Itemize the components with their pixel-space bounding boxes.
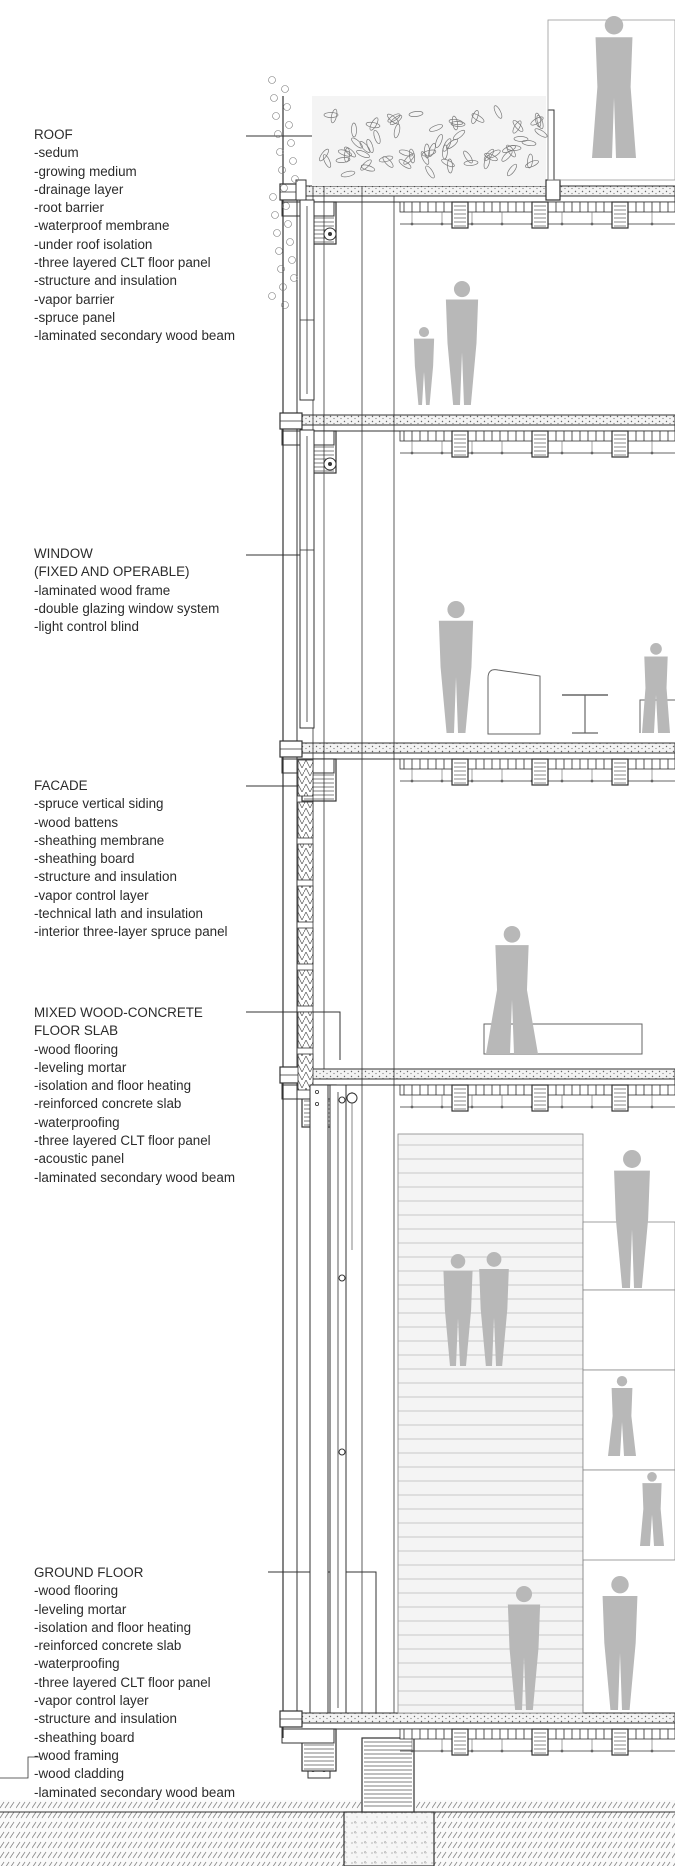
stair-panel [398, 1134, 583, 1713]
slab-topping [282, 743, 675, 753]
facade-insulation [298, 802, 313, 838]
vine-leaf [272, 212, 279, 219]
annotation-item: -acoustic panel [34, 1151, 125, 1167]
hanger-node [651, 1750, 654, 1753]
annotation-item: -double glazing window system [34, 600, 220, 616]
hanger-node [651, 223, 654, 226]
annotation-item: -laminated wood frame [34, 582, 171, 598]
slab-topping [282, 186, 675, 196]
clt-panel [282, 196, 675, 202]
hanger-node [411, 1106, 414, 1109]
slab-topping [282, 1069, 675, 1079]
ground-floor-glazing [310, 1085, 357, 1713]
head [447, 601, 464, 618]
foundation-column [362, 1738, 414, 1812]
body [642, 656, 670, 733]
vine-leaf [284, 104, 291, 111]
vine-leaf [273, 113, 280, 120]
head [647, 1472, 657, 1482]
vine-leaf [270, 194, 277, 201]
body [592, 37, 636, 158]
hanger-node [561, 1750, 564, 1753]
window-system [300, 430, 336, 728]
vine-leaf [288, 140, 295, 147]
ground-hatch [0, 1800, 675, 1866]
hanger-node [441, 223, 444, 226]
annotation-item: -sheathing membrane [34, 832, 165, 848]
hanger-node [471, 1750, 474, 1753]
vine-leaf [276, 248, 283, 255]
floor-slab [282, 1713, 675, 1771]
clt-panel [282, 1723, 675, 1729]
head [419, 327, 429, 337]
exterior-wall [280, 96, 394, 1738]
head [504, 926, 521, 943]
hanger-node [501, 780, 504, 783]
annotation-item: -three layered CLT floor panel [34, 1133, 211, 1149]
vine-leaf [286, 122, 293, 129]
roof-edge-beam [546, 180, 560, 200]
head [623, 1150, 641, 1168]
annotation-item: -root barrier [34, 200, 104, 216]
vine-leaf [285, 221, 292, 228]
annotation-item: -sheathing board [34, 851, 135, 867]
vine-leaf [289, 257, 296, 264]
annotation-item: -laminated secondary wood beam [34, 1784, 235, 1800]
vine-leaf [271, 95, 278, 102]
vine-leaf [269, 293, 276, 300]
annotation-item: -reinforced concrete slab [34, 1096, 182, 1112]
hanger-node [411, 452, 414, 455]
hanger-node [561, 452, 564, 455]
roof-parapet [296, 180, 306, 200]
floor-slab [282, 415, 675, 473]
hanger-node [441, 1750, 444, 1753]
window-hinge [339, 1097, 345, 1103]
person-roof [592, 16, 636, 158]
annotation-item: -structure and insulation [34, 869, 177, 885]
person-child [414, 327, 434, 405]
blind-roller-core [328, 462, 332, 466]
hanger-node [471, 223, 474, 226]
hanger-node [591, 1106, 594, 1109]
hanger-node [561, 1106, 564, 1109]
window-hinge [339, 1449, 345, 1455]
clt-panel [282, 753, 675, 759]
head [487, 1252, 502, 1267]
hanger-node [501, 1106, 504, 1109]
facade-insulation [298, 886, 313, 922]
vine-leaf [287, 239, 294, 246]
hanger-node [441, 1106, 444, 1109]
hanger-node [651, 1106, 654, 1109]
annotation-item: -wood cladding [34, 1766, 125, 1782]
head [516, 1586, 532, 1602]
armchair [488, 670, 540, 734]
vine-leaf [282, 86, 289, 93]
annotation-item: -leveling mortar [34, 1601, 127, 1617]
floor-slab [282, 186, 675, 244]
head [617, 1376, 627, 1386]
annotation-item: -waterproof membrane [34, 218, 170, 234]
floor-slab [282, 743, 675, 801]
hanger-node [501, 452, 504, 455]
body [414, 339, 434, 405]
annotation-item: -spruce panel [34, 309, 116, 325]
annotation-item: -wood flooring [34, 1041, 119, 1057]
blind-roller-core [328, 232, 332, 236]
head [454, 281, 470, 297]
annotation-item: -reinforced concrete slab [34, 1638, 182, 1654]
hanger-node [591, 1750, 594, 1753]
annotation-item: -waterproofing [34, 1656, 120, 1672]
hanger-node [411, 1750, 414, 1753]
annotation-item: -growing medium [34, 163, 137, 179]
vine-leaf [292, 176, 299, 183]
annotation-0 [34, 126, 235, 346]
hanger-node [471, 780, 474, 783]
vine-leaf [274, 230, 281, 237]
annotation-item: -laminated secondary wood beam [34, 1169, 235, 1185]
hanger-node [441, 452, 444, 455]
head [451, 1254, 466, 1269]
annotation-4 [34, 1564, 235, 1802]
annotation-item: -wood battens [34, 814, 119, 830]
body [439, 621, 473, 733]
clt-panel [282, 1079, 675, 1085]
annotation-title: (FIXED AND OPERABLE) [34, 564, 190, 580]
annotation-title: MIXED WOOD-CONCRETE [34, 1005, 203, 1020]
annotation-2 [34, 777, 228, 942]
hanger-node [651, 452, 654, 455]
head [650, 643, 662, 655]
hanger-node [471, 452, 474, 455]
annotation-title: FLOOR SLAB [34, 1023, 119, 1039]
annotation-item: -sheathing board [34, 1729, 135, 1745]
blind-roller [347, 1093, 357, 1103]
annotation-item: -spruce vertical siding [34, 796, 164, 812]
annotation-item: -interior three-layer spruce panel [34, 924, 228, 940]
vine-leaf [290, 158, 297, 165]
person-adult [446, 281, 478, 405]
vine-leaf [279, 167, 286, 174]
hanger-node [591, 223, 594, 226]
annotation-title: FACADE [34, 778, 88, 793]
annotation-title: ROOF [34, 127, 73, 142]
planter [312, 96, 546, 186]
edge-beam [282, 1729, 334, 1743]
railing-post [548, 110, 554, 180]
annotation-title: GROUND FLOOR [34, 1565, 144, 1580]
annotation-item: -technical lath and insulation [34, 906, 203, 922]
annotation-1 [34, 545, 219, 636]
annotation-item: -leveling mortar [34, 1059, 127, 1075]
annotation-item: -under roof isolation [34, 236, 153, 252]
foundation-footing [344, 1812, 434, 1866]
person-standing [439, 601, 473, 733]
annotation-item: -vapor control layer [34, 887, 149, 903]
hanger-node [501, 1750, 504, 1753]
hanger-node [471, 1106, 474, 1109]
facade-insulation [298, 970, 313, 1006]
seating-step [583, 1290, 675, 1370]
annotation-item: -structure and insulation [34, 273, 177, 289]
annotation-item: -wood flooring [34, 1583, 119, 1599]
steel-column [310, 1085, 328, 1713]
annotation-item: -waterproofing [34, 1114, 120, 1130]
hanger-node [591, 452, 594, 455]
window-hinge [339, 1275, 345, 1281]
annotation-item: -three layered CLT floor panel [34, 1674, 211, 1690]
hanger-node [501, 223, 504, 226]
facade-insulation [298, 928, 313, 964]
annotation-item: -drainage layer [34, 181, 124, 197]
vine-leaf [291, 275, 298, 282]
slab-topping [282, 1713, 675, 1723]
annotation-item: -laminated secondary wood beam [34, 328, 235, 344]
facade-insulation [298, 844, 313, 880]
body [446, 300, 478, 405]
hanger-node [441, 780, 444, 783]
annotation-item: -vapor control layer [34, 1693, 149, 1709]
annotation-item: -wood framing [34, 1747, 119, 1763]
person-ground-b [603, 1576, 638, 1710]
hanger-node [411, 780, 414, 783]
head [605, 16, 623, 34]
person-seated [642, 643, 670, 733]
facade-insulation [298, 760, 313, 796]
hanger-node [411, 223, 414, 226]
hanger-node [561, 223, 564, 226]
annotation-item: -vapor barrier [34, 291, 115, 307]
annotation-item: -light control blind [34, 619, 139, 635]
hanger-node [651, 780, 654, 783]
leader-line [246, 1012, 340, 1060]
slab-topping [282, 415, 675, 425]
hanger-node [561, 780, 564, 783]
hanger-node [591, 780, 594, 783]
annotation-item: -isolation and floor heating [34, 1078, 192, 1094]
body [603, 1596, 638, 1710]
annotation-3 [34, 1004, 235, 1187]
annotation-item: -isolation and floor heating [34, 1619, 192, 1635]
facade-insulation [298, 1012, 313, 1048]
annotation-title: WINDOW [34, 546, 93, 561]
annotation-item: -structure and insulation [34, 1711, 177, 1727]
annotation-item: -three layered CLT floor panel [34, 255, 211, 271]
clt-panel [282, 425, 675, 431]
head [611, 1576, 628, 1593]
annotation-item: -sedum [34, 145, 79, 161]
vine-leaf [269, 77, 276, 84]
